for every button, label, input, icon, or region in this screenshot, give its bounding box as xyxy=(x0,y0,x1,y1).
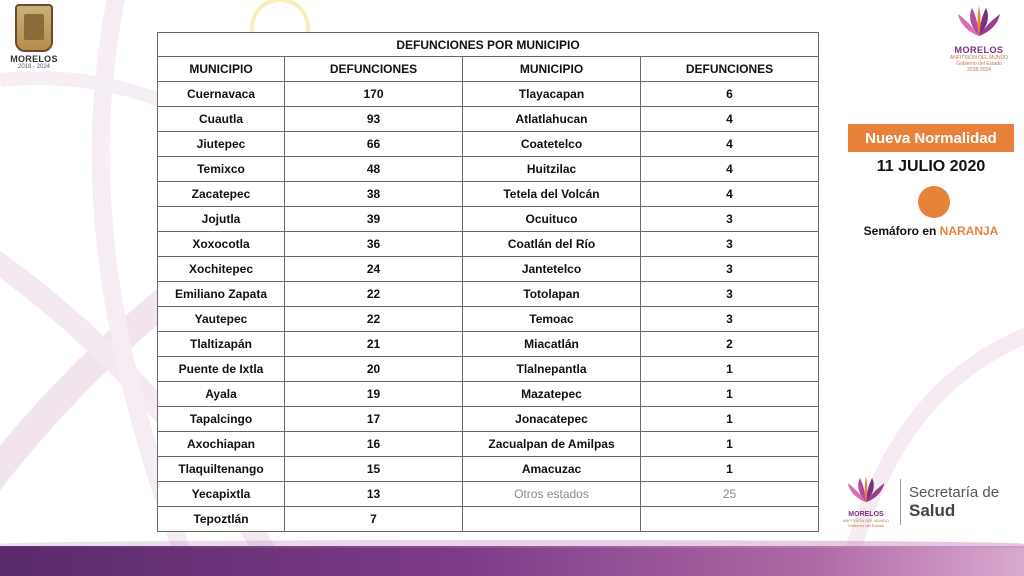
table-row xyxy=(158,432,819,457)
secretaria-salud-logo xyxy=(838,470,1018,534)
table-row xyxy=(158,457,819,482)
morelos-small-logo xyxy=(838,476,894,528)
defunciones-cell: 4 xyxy=(641,132,819,157)
municipio-cell: Mazatepec xyxy=(463,382,641,407)
status-badge: Nueva Normalidad xyxy=(848,124,1014,152)
deaths-table xyxy=(157,32,818,532)
logo-years: 2018 - 2024 xyxy=(17,64,51,70)
secretaria-line2: Salud xyxy=(909,501,956,520)
logo-subtitle: Gobierno del Estado xyxy=(956,61,1002,67)
defunciones-cell: 22 xyxy=(285,307,463,332)
defunciones-cell: 36 xyxy=(285,232,463,257)
defunciones-cell: 13 xyxy=(285,482,463,507)
defunciones-cell: 15 xyxy=(285,457,463,482)
table-row xyxy=(158,82,819,107)
municipio-cell: Ocuituco xyxy=(463,207,641,232)
municipio-cell: Axochiapan xyxy=(158,432,285,457)
municipio-cell: Temixco xyxy=(158,157,285,182)
municipio-cell: Cuernavaca xyxy=(158,82,285,107)
defunciones-cell: 19 xyxy=(285,382,463,407)
defunciones-cell: 25 xyxy=(641,482,819,507)
table-row xyxy=(158,257,819,282)
table-row xyxy=(158,382,819,407)
column-header: DEFUNCIONES xyxy=(285,57,463,82)
table-row xyxy=(158,182,819,207)
logo-name: MORELOS xyxy=(10,54,58,64)
traffic-light-status xyxy=(848,224,1014,238)
municipio-cell: Jantetelco xyxy=(463,257,641,282)
logo-subtitle: ANFITRIÓN DEL MUNDO xyxy=(949,55,1009,61)
table-row xyxy=(158,357,819,382)
logo-divider xyxy=(900,479,901,525)
morelos-shield-logo xyxy=(6,4,62,70)
secretaria-text xyxy=(909,484,999,520)
municipio-cell: Yecapixtla xyxy=(158,482,285,507)
flower-icon xyxy=(956,6,1002,40)
defunciones-cell: 21 xyxy=(285,332,463,357)
defunciones-cell: 2 xyxy=(641,332,819,357)
logo-subtitle: ANFITRIÓN DEL MUNDO xyxy=(842,518,890,523)
municipio-cell: Puente de Ixtla xyxy=(158,357,285,382)
municipio-cell xyxy=(463,507,641,532)
logo-name: MORELOS xyxy=(848,511,884,518)
defunciones-cell: 7 xyxy=(285,507,463,532)
table-row xyxy=(158,207,819,232)
table-row xyxy=(158,332,819,357)
municipio-cell: Jonacatepec xyxy=(463,407,641,432)
defunciones-cell: 3 xyxy=(641,257,819,282)
defunciones-cell: 3 xyxy=(641,232,819,257)
morelos-flower-logo xyxy=(944,6,1014,73)
column-header: MUNICIPIO xyxy=(158,57,285,82)
defunciones-cell: 6 xyxy=(641,82,819,107)
defunciones-cell: 20 xyxy=(285,357,463,382)
municipio-cell: Atlatlahucan xyxy=(463,107,641,132)
table-row xyxy=(158,282,819,307)
logo-name: MORELOS xyxy=(954,45,1004,55)
municipio-cell: Jiutepec xyxy=(158,132,285,157)
municipio-cell: Tepoztlán xyxy=(158,507,285,532)
traffic-light-dot xyxy=(918,186,950,218)
defunciones-cell: 24 xyxy=(285,257,463,282)
flower-icon xyxy=(846,476,886,506)
municipio-cell: Coatetelco xyxy=(463,132,641,157)
shield-icon xyxy=(15,4,53,52)
defunciones-cell: 1 xyxy=(641,357,819,382)
municipio-cell: Jojutla xyxy=(158,207,285,232)
municipio-cell: Amacuzac xyxy=(463,457,641,482)
defunciones-cell: 1 xyxy=(641,457,819,482)
defunciones-cell: 170 xyxy=(285,82,463,107)
municipio-cell: Ayala xyxy=(158,382,285,407)
municipio-cell: Xochitepec xyxy=(158,257,285,282)
defunciones-cell: 4 xyxy=(641,107,819,132)
defunciones-cell: 16 xyxy=(285,432,463,457)
defunciones-cell: 48 xyxy=(285,157,463,182)
municipio-cell: Tlaltizapán xyxy=(158,332,285,357)
municipio-cell: Tapalcingo xyxy=(158,407,285,432)
municipio-cell: Tetela del Volcán xyxy=(463,182,641,207)
defunciones-cell: 22 xyxy=(285,282,463,307)
table-title: DEFUNCIONES POR MUNICIPIO xyxy=(158,33,819,57)
municipio-cell: Yautepec xyxy=(158,307,285,332)
table-row xyxy=(158,157,819,182)
table-row xyxy=(158,132,819,157)
defunciones-cell: 1 xyxy=(641,432,819,457)
defunciones-cell: 4 xyxy=(641,182,819,207)
report-date: 11 JULIO 2020 xyxy=(876,158,986,175)
municipio-cell: Otros estados xyxy=(463,482,641,507)
traffic-light-color-word: NARANJA xyxy=(939,224,999,238)
table-row xyxy=(158,507,819,532)
municipio-cell: Totolapan xyxy=(463,282,641,307)
column-header: MUNICIPIO xyxy=(463,57,641,82)
table-row xyxy=(158,482,819,507)
municipio-cell: Cuautla xyxy=(158,107,285,132)
defunciones-cell: 39 xyxy=(285,207,463,232)
defunciones-cell: 1 xyxy=(641,382,819,407)
municipio-cell: Zacatepec xyxy=(158,182,285,207)
municipio-cell: Temoac xyxy=(463,307,641,332)
traffic-light-prefix: Semáforo en xyxy=(863,224,940,238)
table-row xyxy=(158,407,819,432)
column-header: DEFUNCIONES xyxy=(641,57,819,82)
municipio-cell: Tlaquiltenango xyxy=(158,457,285,482)
defunciones-cell xyxy=(641,507,819,532)
defunciones-cell: 1 xyxy=(641,407,819,432)
table-row xyxy=(158,232,819,257)
defunciones-cell: 38 xyxy=(285,182,463,207)
municipio-cell: Zacualpan de Amilpas xyxy=(463,432,641,457)
municipio-cell: Miacatlán xyxy=(463,332,641,357)
municipio-cell: Tlayacapan xyxy=(463,82,641,107)
logo-subtitle: 2018-2024 xyxy=(967,67,991,73)
defunciones-cell: 4 xyxy=(641,157,819,182)
table-row xyxy=(158,307,819,332)
municipio-cell: Tlalnepantla xyxy=(463,357,641,382)
municipio-cell: Huitzilac xyxy=(463,157,641,182)
defunciones-cell: 17 xyxy=(285,407,463,432)
defunciones-cell: 3 xyxy=(641,307,819,332)
table-row xyxy=(158,107,819,132)
defunciones-cell: 3 xyxy=(641,282,819,307)
municipio-cell: Xoxocotla xyxy=(158,232,285,257)
bottom-band xyxy=(0,546,1024,576)
secretaria-line1: Secretaría de xyxy=(909,484,1000,501)
defunciones-cell: 66 xyxy=(285,132,463,157)
defunciones-cell: 3 xyxy=(641,207,819,232)
municipio-cell: Coatlán del Río xyxy=(463,232,641,257)
logo-subtitle: Gobierno del Estado xyxy=(847,523,885,528)
defunciones-cell: 93 xyxy=(285,107,463,132)
municipio-cell: Emiliano Zapata xyxy=(158,282,285,307)
